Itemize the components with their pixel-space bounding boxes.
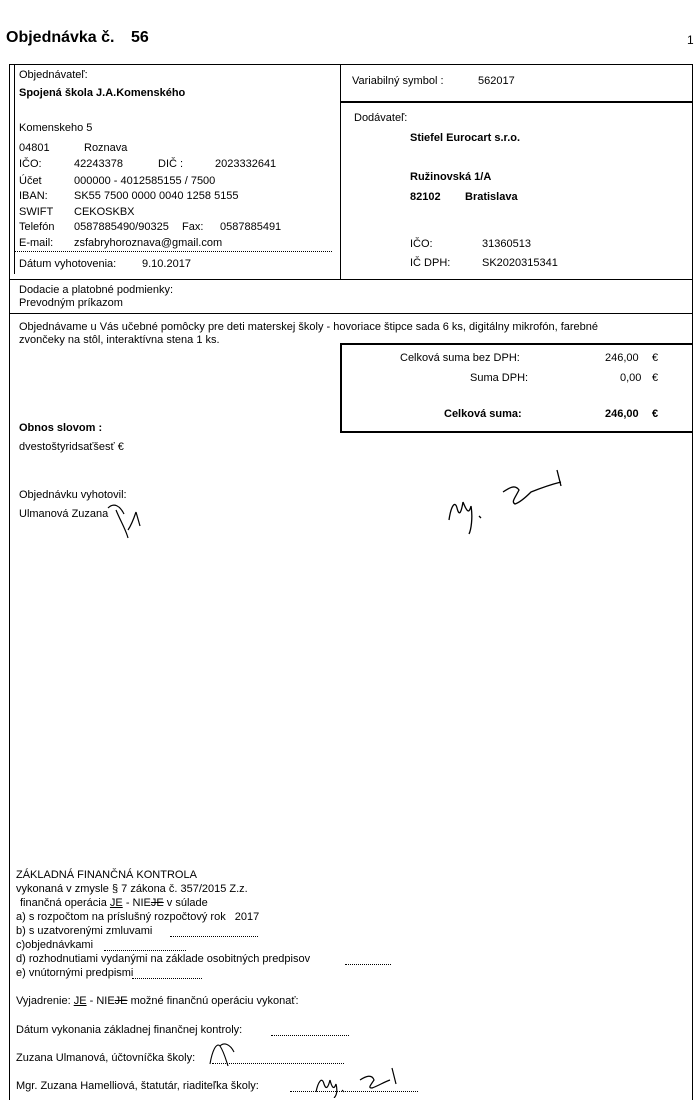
terms-value: Prevodným príkazom — [19, 297, 123, 309]
vat-label: Suma DPH: — [470, 372, 529, 384]
orderer-name: Spojená škola J.A.Komenského — [19, 87, 186, 99]
control-title: ZÁKLADNÁ FINANČNÁ KONTROLA — [16, 869, 197, 881]
control-c: c)objednávkami — [16, 939, 94, 951]
description-line-2: zvončeky na stôl, interaktívna stena 1 ks. — [19, 334, 220, 346]
terms-top-line — [9, 279, 693, 280]
variable-symbol-value: 562017 — [478, 75, 515, 87]
supplier-street: Ružinovská 1/A — [410, 171, 492, 183]
description-line-1: Objednávame u Vás učebné pomôcky pre deti materskej školy - hovoriace štipce sada 6 ks, digitálny mikrofón, farebné — [19, 321, 599, 333]
orderer-divider — [14, 251, 332, 252]
supplier-city: Bratislava — [465, 191, 518, 203]
supplier-ico: 31360513 — [482, 238, 531, 250]
statement-je-struck: JE — [114, 995, 128, 1007]
issuer-name: Ulmanová Zuzana — [19, 508, 109, 520]
orderer-email: zsfabryhoroznava@gmail.com — [74, 237, 223, 249]
order-title — [6, 29, 149, 47]
control-statement — [16, 995, 299, 1007]
supplier-zip: 82102 — [410, 191, 441, 203]
orderer-email-label: E-mail: — [19, 237, 54, 249]
currency-1: € — [652, 352, 659, 364]
control-line-1: vykonaná v zmysle § 7 zákona č. 357/2015 Z.z. — [16, 883, 248, 895]
control-b: b) s uzatvorenými zmluvami — [16, 925, 153, 937]
vat-value: 0,00 — [620, 372, 642, 384]
orderer-swift: CEKOSKBX — [74, 206, 135, 218]
orderer-street: Komenskeho 5 — [19, 122, 93, 134]
order-title-label: Objednávka č. — [6, 29, 115, 46]
control-a-year: 2017 — [234, 911, 260, 923]
statement-nie: NIE — [96, 995, 115, 1007]
total-without-vat-label: Celková suma bez DPH: — [400, 352, 520, 364]
director-signature-top — [445, 462, 575, 536]
control-line-2-a: finančná operácia — [20, 897, 107, 909]
orderer-account: 000000 - 4012585155 / 7500 — [74, 175, 216, 187]
orderer-zip: 04801 — [19, 142, 50, 154]
director-signature-bottom — [312, 1062, 408, 1098]
orderer-ico: 42243378 — [74, 158, 123, 170]
words-label: Obnos slovom : — [19, 422, 103, 434]
orderer-city: Roznava — [84, 142, 128, 154]
control-c-dots — [104, 950, 186, 951]
orderer-date: 9.10.2017 — [142, 258, 191, 270]
orderer-dic-label: DIČ : — [158, 158, 184, 170]
statement-je: JE — [73, 995, 87, 1007]
column-divider — [340, 64, 341, 279]
accountant-label: Zuzana Ulmanová, účtovníčka školy: — [16, 1052, 196, 1064]
control-date-label: Dátum vykonania základnej finančnej kontroly: — [16, 1024, 243, 1036]
control-je-struck: JE — [150, 897, 164, 909]
words-value: dvestoštyridsaťšesť € — [19, 441, 124, 453]
orderer-label: Objednávateľ: — [19, 69, 88, 81]
orderer-swift-label: SWIFT — [19, 206, 54, 218]
control-nie: NIE — [132, 897, 151, 909]
director-label: Mgr. Zuzana Hamelliová, štatutár, riaditeľka školy: — [16, 1080, 259, 1092]
frame-right — [692, 64, 693, 1100]
orderer-fax-label: Fax: — [182, 221, 204, 233]
currency-2: € — [652, 372, 659, 384]
variable-symbol-label: Variabilný symbol : — [352, 75, 444, 87]
total-value: 246,00 — [605, 408, 639, 420]
control-d: d) rozhodnutiami vydanými na základe osobitných predpisov — [16, 953, 311, 965]
orderer-fax: 0587885491 — [220, 221, 282, 233]
frame-top — [9, 64, 693, 65]
control-je: JE — [109, 897, 123, 909]
terms-label: Dodacie a platobné podmienky: — [19, 284, 174, 296]
currency-3: € — [652, 408, 659, 420]
control-e: e) vnútornými predpismi — [16, 967, 134, 979]
statement-text: možné finančnú operáciu vykonať: — [130, 995, 299, 1007]
statement-label: Vyjadrenie: — [16, 995, 71, 1007]
orderer-iban: SK55 7500 0000 0040 1258 5155 — [74, 190, 239, 202]
control-b-dots — [170, 936, 258, 937]
supplier-label: Dodávateľ: — [354, 112, 408, 124]
supplier-icdph: SK2020315341 — [482, 257, 558, 269]
accountant-signature — [204, 1038, 248, 1070]
orderer-iban-label: IBAN: — [19, 190, 48, 202]
control-line-2 — [20, 897, 208, 909]
orderer-date-label: Dátum vyhotovenia: — [19, 258, 117, 270]
order-number: 56 — [130, 29, 149, 46]
supplier-ico-label: IČO: — [410, 238, 433, 250]
control-line-2-b: v súlade — [166, 897, 208, 909]
orderer-phone: 0587885490/90325 — [74, 221, 169, 233]
control-a-text: a) s rozpočtom na príslušný rozpočtový rok — [16, 911, 226, 923]
orderer-account-label: Účet — [19, 175, 42, 187]
control-d-dots — [345, 964, 391, 965]
orderer-phone-label: Telefón — [19, 221, 55, 233]
total-label: Celková suma: — [444, 408, 522, 420]
control-e-dots — [132, 978, 202, 979]
terms-bottom-line — [9, 313, 693, 314]
orderer-box-left — [14, 64, 15, 274]
orderer-dic: 2023332641 — [215, 158, 277, 170]
frame-left — [9, 64, 10, 1100]
control-date-dots — [271, 1035, 349, 1036]
variable-symbol-divider — [340, 101, 692, 103]
issuer-signature — [106, 500, 146, 542]
supplier-name: Stiefel Eurocart s.r.o. — [410, 132, 521, 144]
control-dash: - — [125, 897, 130, 909]
orderer-ico-label: IČO: — [19, 158, 42, 170]
issuer-label: Objednávku vyhotovil: — [19, 489, 127, 501]
control-a — [16, 911, 259, 923]
statement-dash: - — [89, 995, 94, 1007]
supplier-icdph-label: IČ DPH: — [410, 257, 451, 269]
total-without-vat-value: 246,00 — [605, 352, 639, 364]
page-number: 1 — [687, 33, 694, 47]
